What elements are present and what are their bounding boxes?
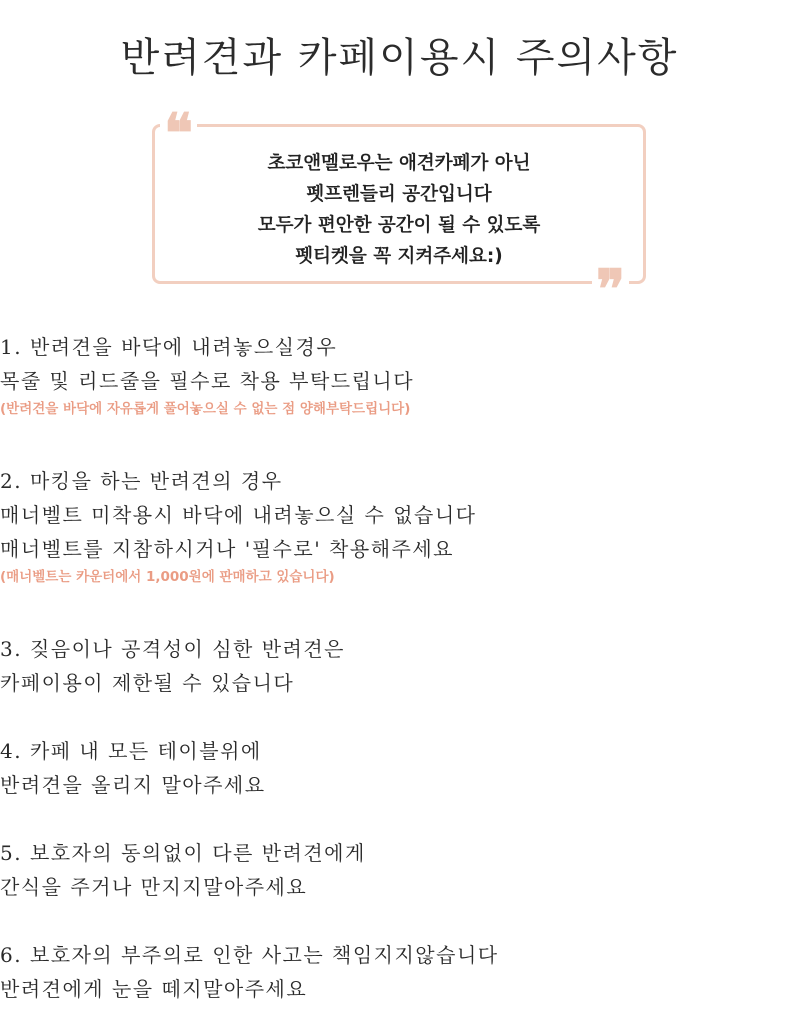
open-quote-icon: ❝ [160, 106, 197, 160]
close-quote-icon: ❞ [592, 262, 629, 316]
rule-5 [0, 836, 799, 904]
notice-message [152, 148, 646, 272]
notice-line: 펫프렌들리 공간입니다 [306, 184, 492, 205]
rule-text: 목줄 및 리드줄을 필수로 착용 부탁드립니다 [0, 369, 415, 393]
rule-text: 1. 반려견을 바닥에 내려놓으실경우 [0, 335, 338, 359]
rule-text: 5. 보호자의 동의없이 다른 반려견에게 [0, 841, 366, 865]
rule-3 [0, 632, 799, 700]
rule-text: 3. 짖음이나 공격성이 심한 반려견은 [0, 637, 345, 661]
notice-line: 초코앤멜로우는 애견카페가 아닌 [267, 153, 531, 174]
rule-text: 간식을 주거나 만지지말아주세요 [0, 875, 308, 899]
notice-line: 펫티켓을 꼭 지켜주세요:) [295, 246, 503, 267]
notice-line: 모두가 편안한 공간이 될 수 있도록 [257, 215, 541, 236]
rule-note: (매너벨트는 카운터에서 1,000원에 판매하고 있습니다) [0, 569, 335, 585]
rule-6 [0, 938, 799, 1006]
rule-text: 카페이용이 제한될 수 있습니다 [0, 671, 295, 695]
rule-text: 반려견을 올리지 말아주세요 [0, 773, 266, 797]
rule-1 [0, 330, 799, 420]
rule-text: 6. 보호자의 부주의로 인한 사고는 책임지지않습니다 [0, 943, 499, 967]
rule-2 [0, 464, 799, 588]
rule-text: 반려견에게 눈을 떼지말아주세요 [0, 977, 308, 1001]
rule-4 [0, 734, 799, 802]
rule-text: 4. 카페 내 모든 테이블위에 [0, 739, 262, 763]
rule-note: (반려견을 바닥에 자유롭게 풀어놓으실 수 없는 점 양해부탁드립니다) [0, 401, 411, 417]
rule-text: 2. 마킹을 하는 반려견의 경우 [0, 469, 283, 493]
page-title: 반려견과 카페이용시 주의사항 [120, 35, 679, 81]
rule-text: 매너벨트를 지참하시거나 '필수로' 착용해주세요 [0, 537, 454, 561]
rule-text: 매너벨트 미착용시 바닥에 내려놓으실 수 없습니다 [0, 503, 477, 527]
